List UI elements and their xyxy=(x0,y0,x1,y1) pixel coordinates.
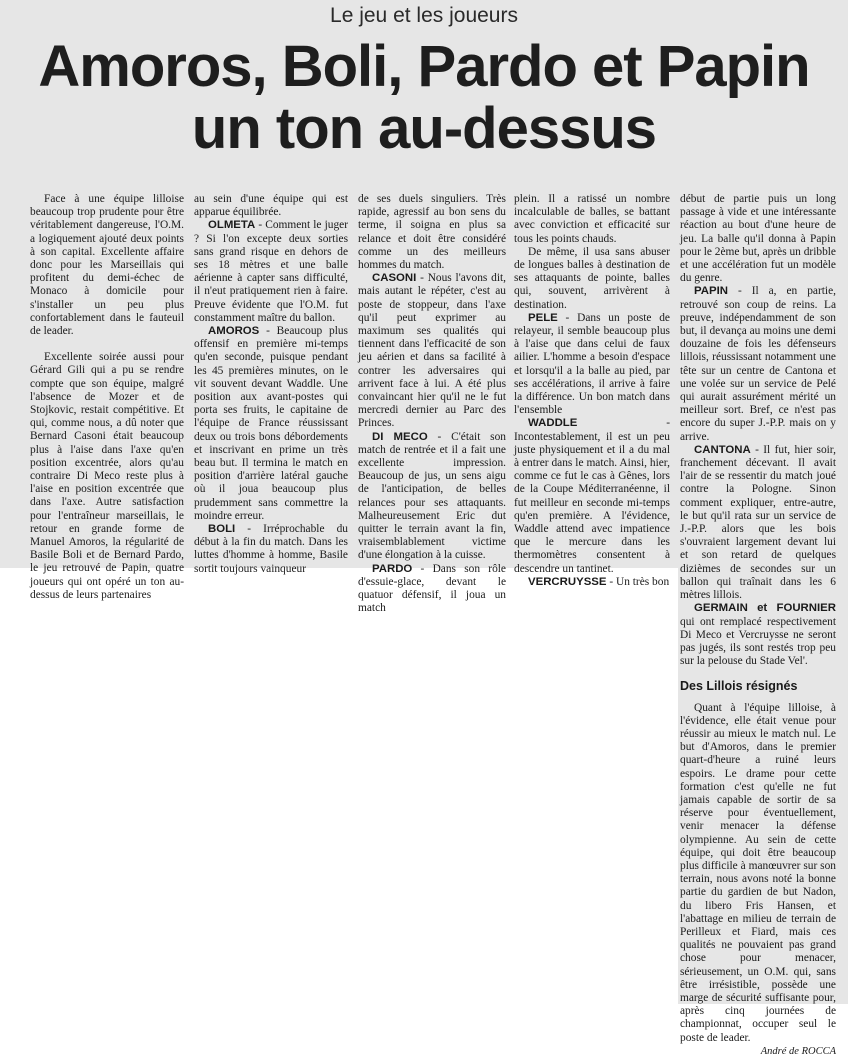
column-5 xyxy=(680,193,836,1058)
final-paragraph: Quant à l'équipe lilloise, à l'évidence, elle était venue pour réussir au mieux le match nul. Le but d'Amoros, dans le premier quart-d'heure a ruiné leurs espoirs. Le drame pour cette formation c'est qu'elle ne fut jamais capable de sortir de sa réserve pour éventuellement, venir menacer la défense olympienne. Au sein de cette équipe, qui doit être beaucoup plus difficile à manœuvrer sur son terrain, nous avons noté la bonne partie du gardien de but Nadon, du libero Fris Hansen, et l'abattage en milieu de terrain de Perilleux et Fiard, mais ces qualités ne pouvaient pas grand chose pour menacer, sérieusement, un O.M. qui, sans être irrésistible, possède une marge de sécurité suffisante pour, après cinq journées de championnat, occuper seul le poste de leader. xyxy=(680,701,836,1044)
player-entry-waddle: WADDLE - Incontestablement, il est un peu juste physiquement et il a du mal à entrer dans le match. Ainsi, hier, comme ce fut le cas à Gênes, lors de la Coupe Méditerranéenne, il fut meilleur en seconde mi-temps qu'en première. A l'évidence, Waddle attend avec impatience que le mercure dans les thermomètres consentent à descendre un tantinet. xyxy=(514,417,670,575)
column-4 xyxy=(514,193,670,589)
player-entry-papin: PAPIN - Il a, en partie, retrouvé son coup de reins. La preuve, indépendamment de son but, il devança au moins une demi douzaine de fois les défenseurs lillois, réussissant notamment une tête sur un centre de Cantona et une volée sur un service de Pelé qui aurait assurément mérité un meilleur sort. Bref, ce n'est pas encore du super J.-P.P. mais on y arrive. xyxy=(680,285,836,443)
headline-line-2: un ton au-dessus xyxy=(191,96,657,161)
paragraph: début de partie puis un long passage à vide et une intéressante réaction au bout d'une heure de jeu. La balle qu'il donna à Papin pour le 2ème but, après un dribble et une accélération fut un modèle du genre. xyxy=(680,193,836,285)
paragraph: Face à une équipe lilloise beaucoup trop prudente pour être véritablement dangereuse, l'O.M. a logiquement ajouté deux points à son capital. Excellente affaire donc pour les Marseillais qui profitent du demi-échec de Monaco à domicile pour s'installer un peu plus confortablement dans le fauteuil de leader. xyxy=(30,193,184,338)
paragraph: au sein d'une équipe qui est apparue équilibrée. xyxy=(194,193,348,219)
byline: André de ROCCA xyxy=(760,1045,836,1057)
player-entry-di-meco: DI MECO - C'était son match de rentrée et il a fait une excellente impression. Beaucoup de jus, un sens aigu de l'anticipation, de belles relances pour ses attaquants. Malheureusement Eric dut quitter le terrain avant la fin, vraisemblablement victime d'une élongation à la cuisse. xyxy=(358,430,507,562)
player-entry-vercruysse: VERCRUYSSE - Un très bon xyxy=(528,575,670,588)
player-entry-pele: PELE - Dans un poste de relayeur, il semble beaucoup plus à l'aise que dans celui de faux ailier. L'homme a besoin d'espace et lorsqu'il a la balle au pied, par ses accélérations, il arrive à faire la différence. Un bon match dans l'ensemble xyxy=(514,311,670,417)
column-3 xyxy=(358,193,506,616)
headline xyxy=(0,36,848,160)
column-1 xyxy=(30,193,184,602)
player-entry-casoni: CASONI - Nous l'avons dit, mais autant le répéter, c'est au poste de stoppeur, dans l'axe qu'il peut exprimer au maximum ses qualités qui tiennent dans l'efficacité de son jeu aérien et dans sa facilité à contrer les adversaires qui arrivent face à lui. A été plus convaincant hier qu'il ne le fut mercredi dernier au Parc des Princes. xyxy=(358,272,506,430)
player-entry-germain-fournier: GERMAIN et FOURNIER qui ont remplacé respectivement Di Meco et Vercruysse ne seront pas jugés, ils sont restés trop peu sur la pelouse du Stade Vel'. xyxy=(680,602,836,668)
paragraph: plein. Il a ratissé un nombre incalculable de balles, se battant avec conviction et efficacité sur tous les points chauds. xyxy=(514,193,670,245)
paragraph: De même, il usa sans abuser de longues balles à destination de ses attaquants de pointe, balles qui, souvent, arrivèrent à destination. xyxy=(514,245,670,311)
kicker: Le jeu et les joueurs xyxy=(330,4,518,27)
headline-line-1: Amoros, Boli, Pardo et Papin xyxy=(38,34,810,99)
paragraph: de ses duels singuliers. Très rapide, agressif au bon sens du terme, il soigna en plus sa relance et doit être considéré comme un des meilleurs hommes du match. xyxy=(358,193,506,272)
player-entry-boli: BOLI - Irréprochable du début à la fin du match. Dans les luttes d'homme à homme, Basile sortit toujours vainqueur xyxy=(194,523,348,575)
player-entry-cantona: CANTONA - Il fut, hier soir, franchement décevant. Il avait l'air de se ressentir du match joué contre la Pologne. Sinon comment expliquer, entre-autre, le but qu'il rata sur un service de J.-P.P. alors que les bois s'ouvraient largement devant lui et son retard de quelques dizièmes de secondes sur un ballon qui traînait dans les 6 mètres lillois. xyxy=(680,443,836,602)
column-2 xyxy=(194,193,348,576)
player-entry-pardo: PARDO - Dans son rôle d'essuie-glace, devant le quatuor défensif, il joua un match xyxy=(358,562,506,615)
subhead: Des Lillois résignés xyxy=(680,679,798,694)
player-entry-amoros: AMOROS - Beaucoup plus offensif en première mi-temps qu'en seconde, puisque pendant les 45 premières minutes, on le vit souvent devant Waddle. Une position aux avant-postes qui porta ses fruits, le capitaine de l'équipe de France réussissant deux ou trois bons débordements et inscrivant en prime un très beau but. Il termina le match en position d'arrière latéral gauche où il joua beaucoup plus prudemment sans commettre la moindre erreur. xyxy=(194,325,348,522)
paragraph: Excellente soirée aussi pour Gérard Gili qui a pu se rendre compte que son équipe, malgré l'absence de Mozer et de Stojkovic, restait compétitive. Et qui, comme nous, a dû noter que Bernard Casoni était beaucoup plus à l'aise dans l'axe qu'en position excentrée, alors qu'au contraire Di Meco reste plus à l'aise en position excentrée que dans l'axe. Autre satisfaction pour l'entraîneur marseillais, le retour en grande forme de Manuel Amoros, la régularité de Basile Boli et de Bernard Pardo, le jeu retrouvé de Papin, quatre joueurs qui ont opéré un ton au-dessus de leurs partenaires xyxy=(30,351,184,601)
player-entry-olmeta: OLMETA - Comment le juger ? Si l'on excepte deux sorties sans grand risque en dehors de ses 18 mètres et une balle aérienne à capter sans difficulté, il n'eut pratiquement rien à faire. Preuve évidente que l'O.M. fut constamment maître du ballon. xyxy=(194,219,348,324)
